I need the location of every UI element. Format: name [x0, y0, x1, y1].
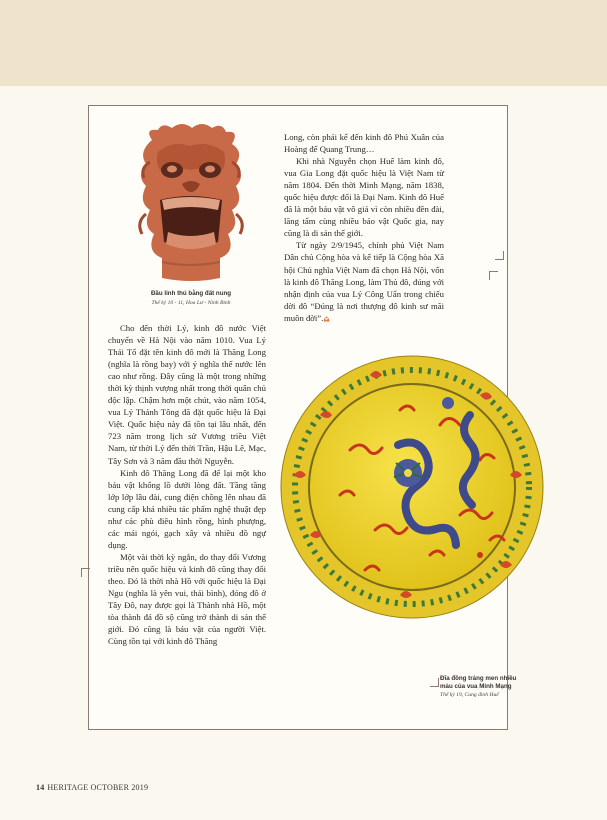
- frame-corner-ornament: [495, 251, 504, 260]
- end-of-article-icon: [323, 316, 330, 322]
- right-column-text: [284, 131, 444, 324]
- statue-caption-title: Đầu linh thú bằng đất nung: [150, 290, 232, 297]
- paragraph: Long, còn phải kể đến kinh đô Phú Xuân của Hoàng đế Quang Trung…: [284, 132, 444, 155]
- left-column-text: [108, 322, 266, 647]
- statue-caption-subtitle: Thế kỷ 10 - 11, Hoa Lư - Ninh Bình: [151, 300, 231, 306]
- page-header-band: [0, 0, 607, 86]
- plate-caption-subtitle: Thế kỷ 19, Cung đình Huế: [440, 692, 499, 698]
- paragraph-text: Từ ngày 2/9/1945, chính phủ Việt Nam Dân chủ Cộng hòa và kế tiếp là Cộng hòa Xã hội Chủ nghĩa Việt Nam đã chọn Hà Nội, vốn là kinh đô Thăng Long, làm Thủ đô, đúng với nhận định của vua Lý Công Uẩn trong chiếu dời đô “Đúng là nơi thượng đô kinh sư mãi muôn đời”.: [284, 240, 444, 323]
- paragraph: Một vài thời kỳ ngắn, do thay đổi Vương triều nên quốc hiệu và kinh đô cũng thay đổi theo. Đó là thời nhà Hồ với quốc hiệu là Đại Ngu (nghĩa là yên vui, thái bình), đóng đô ở Tây Đô, nay được gọi là Thành nhà Hồ, một tòa thành đá đồ sộ cũng trở thành di sản thế giới. Đó cũng là báu vật của người Việt. Cùng tồn tại với kinh đô Thăng: [108, 551, 266, 647]
- paragraph: Kinh đô Thăng Long đã để lại một kho báu vật khổng lồ dưới lòng đất. Tầng tầng lớp lớp lâu đài, cung điện chồng lên nhau đã cung cấp khá nhiều tác phẩm nghệ thuật đẹp như các phù điêu hình rồng, hình phượng, các mái ngói, gạch xây và nhiều đồ ngự dụng.: [108, 467, 266, 550]
- paragraph-with-end-mark: [284, 239, 444, 323]
- plate-caption-title-line2: màu của vua Minh Mạng: [440, 683, 512, 690]
- terracotta-beast-head-image: [132, 122, 250, 282]
- frame-corner-ornament: [489, 271, 498, 280]
- frame-corner-ornament: [81, 568, 90, 577]
- enamel-dragon-plate-image: [280, 355, 545, 620]
- frame-corner-ornament: [430, 678, 439, 687]
- plate-caption-title-line1: Đĩa đồng tráng men nhiều: [440, 675, 517, 682]
- paragraph: Cho đến thời Lý, kinh đô nước Việt chuyển về Hà Nội vào năm 1010. Vua Lý Thái Tổ đặt tên kinh đô mới là Thăng Long (nghĩa là rồng bay) với ý nghĩa thế nước lên cao như rồng. Đây cũng là một trong những thời kỳ thịnh vượng nhất trong thời quân chủ độc lập. Chậm hơn một chút, vào năm 1054, vua Lý Thánh Tông đã đặt quốc hiệu là Đại Việt. Quốc hiệu này đã tồn tại lâu nhất, đến 723 năm trong lịch sử Vương triều Việt Nam, từ thời Lý đến thời Trần, Hậu Lê, Mạc, Tây Sơn và 3 năm đầu thời Nguyễn.: [108, 323, 266, 466]
- page-folio: [36, 783, 148, 792]
- paragraph: Khi nhà Nguyễn chọn Huế làm kinh đô, vua Gia Long đặt quốc hiệu là Việt Nam từ năm 1804. Đến thời Minh Mạng, năm 1838, quốc hiệu được đổi là Đại Nam. Kinh đô Huế đã là một báu vật vô giá vì còn nhiều đền đài, lăng tẩm cùng nhiều bảo vật Quốc gia, nay cũng là di sản thế giới.: [284, 156, 444, 239]
- magazine-issue: HERITAGE OCTOBER 2019: [47, 783, 149, 792]
- page-number: 14: [36, 783, 45, 792]
